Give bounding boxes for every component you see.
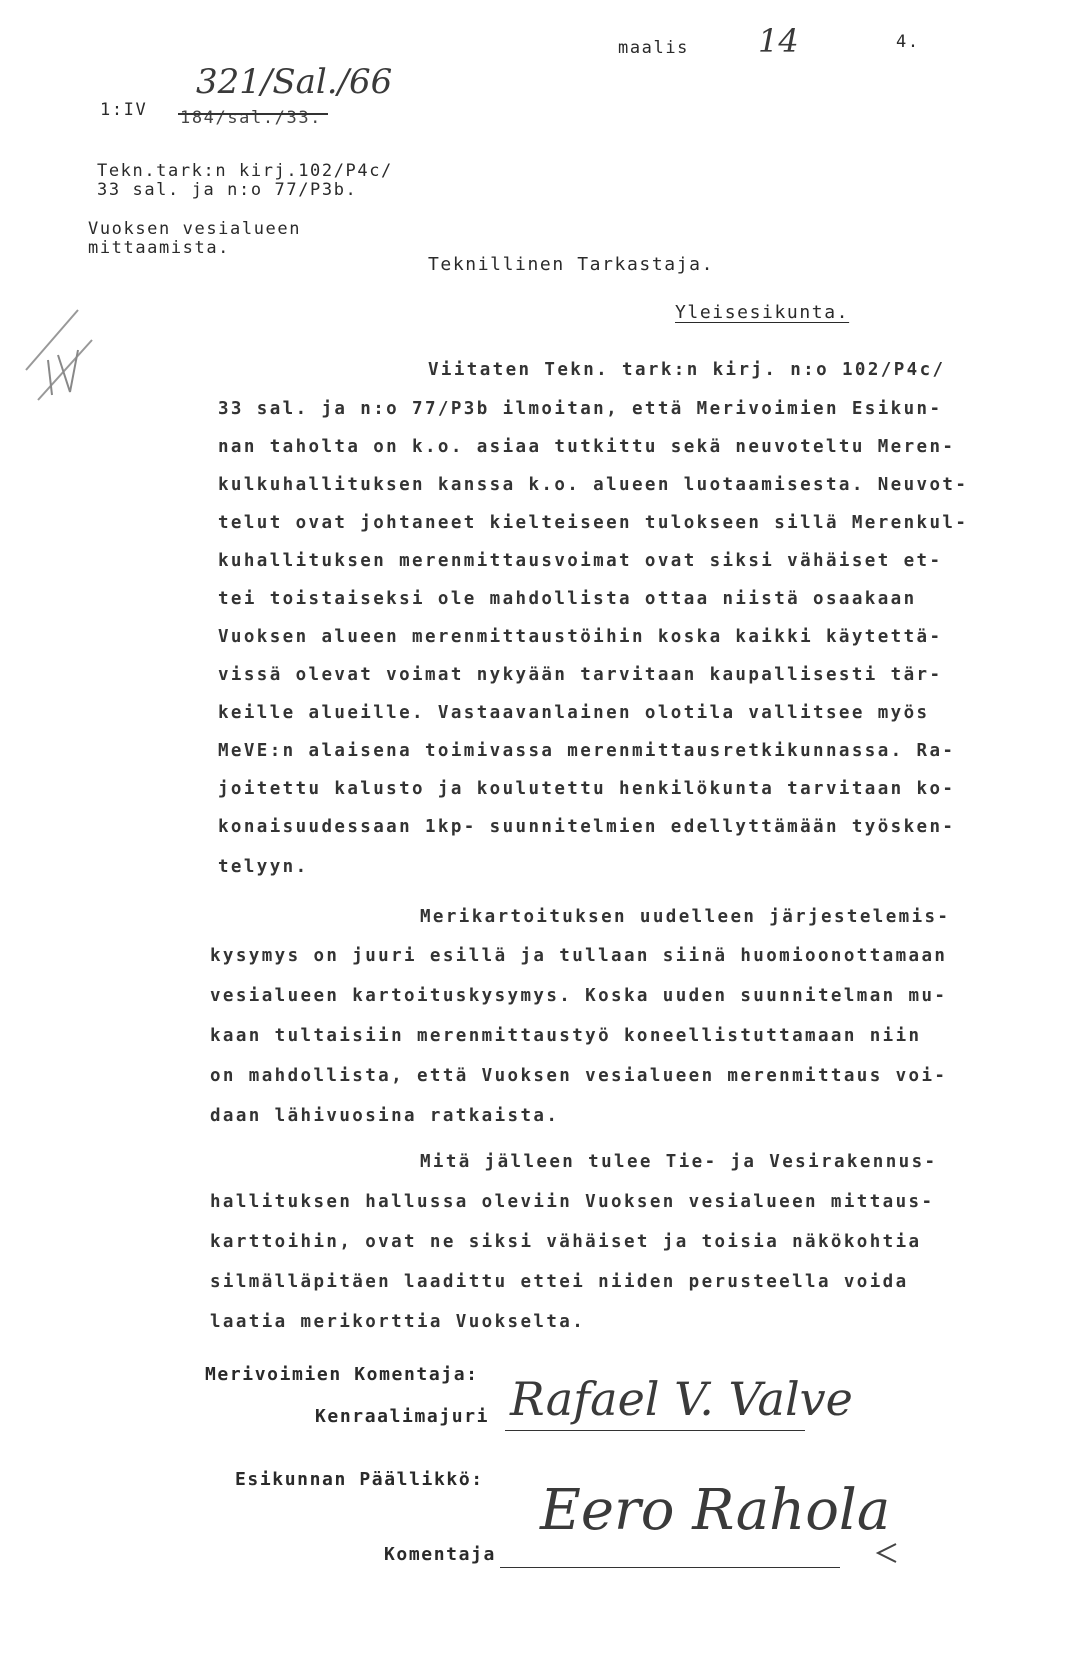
paragraph-line: MeVE:n alaisena toimivassa merenmittausretkikunnassa. Ra-	[218, 741, 956, 761]
reference-handwritten: 321/Sal./66	[196, 62, 393, 102]
commander-rank: Kenraalimajuri	[315, 1406, 490, 1427]
subject-line-2: mittaamista.	[88, 238, 231, 258]
commander-signature: Rafael V. Valve	[510, 1372, 853, 1426]
paragraph-line: kysymys on juuri esillä ja tullaan siinä huomioonottamaan	[210, 946, 948, 966]
paragraph-line: telyyn.	[218, 857, 309, 877]
paragraph-line: telut ovat johtaneet kielteiseen tulokseen sillä Merenkul-	[218, 513, 969, 533]
commander-title: Merivoimien Komentaja:	[205, 1364, 479, 1385]
reference-line-2: 33 sal. ja n:o 77/P3b.	[97, 180, 358, 200]
paragraph-line: kaan tultaisiin merenmittaustyö koneellistuttamaan niin	[210, 1026, 922, 1046]
paragraph-line: nan taholta on k.o. asiaa tutkittu sekä neuvoteltu Meren-	[218, 437, 956, 457]
paragraph-line: Merikartoituksen uudelleen järjestelemis-	[420, 907, 951, 927]
paragraph-line: Viitaten Tekn. tark:n kirj. n:o 102/P4c/	[428, 360, 946, 380]
paragraph-line: karttoihin, ovat ne siksi vähäiset ja toisia näkökohtia	[210, 1232, 922, 1252]
strike-through-line	[178, 113, 328, 115]
subject-line-1: Vuoksen vesialueen	[88, 219, 302, 239]
chief-signature-line	[500, 1567, 840, 1568]
department: Yleisesikunta.	[675, 302, 850, 323]
paragraph-line: keille alueille. Vastaavanlainen olotila vallitsee myös	[218, 703, 930, 723]
paragraph-line: joitettu kalusto ja koulutettu henkilökunta tarvitaan ko-	[218, 779, 956, 799]
paragraph-line: vissä olevat voimat nykyään tarvitaan kaupallisesti tär-	[218, 665, 943, 685]
small-angle-mark-icon	[872, 1540, 902, 1566]
paragraph-line: silmälläpitäen laadittu ettei niiden perusteella voida	[210, 1272, 909, 1292]
reference-prefix: 1:IV	[100, 100, 148, 120]
paragraph-line: laatia merikorttia Vuokselta.	[210, 1312, 586, 1332]
paragraph-line: kuhallituksen merenmittausvoimat ovat siksi vähäiset et-	[218, 551, 943, 571]
chief-signature: Eero Rahola	[540, 1478, 891, 1543]
date-month: maalis	[618, 38, 690, 58]
date-day-handwritten: 14	[758, 22, 799, 60]
recipient: Teknillinen Tarkastaja.	[428, 254, 715, 275]
chief-title: Esikunnan Päällikkö:	[235, 1469, 484, 1490]
paragraph-line: kulkuhallituksen kanssa k.o. alueen luotaamisesta. Neuvot-	[218, 475, 969, 495]
paragraph-line: daan lähivuosina ratkaista.	[210, 1106, 560, 1126]
reference-line-1: Tekn.tark:n kirj.102/P4c/	[97, 161, 393, 181]
chief-rank: Komentaja	[384, 1544, 496, 1565]
paragraph-line: vesialueen kartoituskysymys. Koska uuden suunnitelman mu-	[210, 986, 948, 1006]
margin-mark-icon	[18, 300, 98, 415]
paragraph-line: on mahdollista, että Vuoksen vesialueen merenmittaus voi-	[210, 1066, 948, 1086]
paragraph-line: tei toistaiseksi ole mahdollista ottaa niistä osaakaan	[218, 589, 917, 609]
paragraph-line: konaisuudessaan 1kp- suunnitelmien edellyttämään työsken-	[218, 817, 956, 837]
commander-signature-line	[505, 1430, 805, 1431]
paragraph-line: Mitä jälleen tulee Tie- ja Vesirakennus-	[420, 1152, 938, 1172]
paragraph-line: hallituksen hallussa oleviin Vuoksen vesialueen mittaus-	[210, 1192, 935, 1212]
date-year: 4.	[896, 32, 920, 52]
paragraph-line: 33 sal. ja n:o 77/P3b ilmoitan, että Merivoimien Esikun-	[218, 399, 943, 419]
paragraph-line: Vuoksen alueen merenmittaustöihin koska kaikki käytettä-	[218, 627, 943, 647]
reference-struck: 184/sal./33.	[180, 108, 323, 128]
